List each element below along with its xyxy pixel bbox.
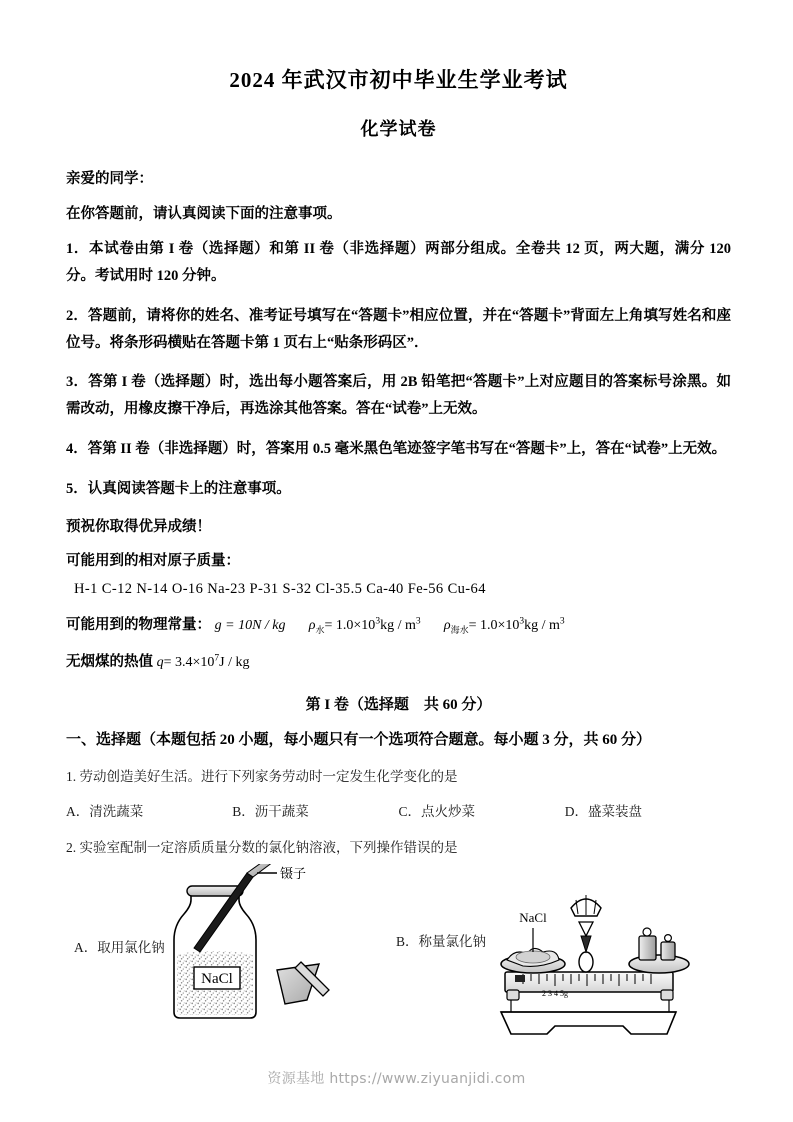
balance-beam bbox=[505, 972, 673, 992]
q-symbol: q bbox=[156, 655, 164, 671]
section-heading-choice: 一、选择题（本题包括 20 小题，每小题只有一个选项符合题意。每小题 3 分，共 60 分） bbox=[66, 732, 652, 749]
rho-water-value: = 1.0×10 bbox=[324, 617, 376, 633]
coal-heat-value-row bbox=[66, 650, 731, 671]
pan-label-nacl: NaCl bbox=[519, 910, 547, 926]
wish-text: 预祝你取得优异成绩！ bbox=[66, 518, 211, 535]
question-1-option-c[interactable]: C．点火炒菜 bbox=[398, 804, 476, 820]
rho-water-unit: kg / m bbox=[380, 617, 416, 633]
gravity-formula: g = 10N / kg bbox=[214, 617, 286, 633]
beam-rider bbox=[515, 975, 525, 982]
question-2-option-b-label[interactable]: B．称量氯化钠 bbox=[396, 934, 487, 950]
right-pan bbox=[629, 955, 689, 973]
atomic-mass-label: 可能用到的相对原子质量： bbox=[66, 552, 240, 569]
rho-seawater-value: = 1.0×10 bbox=[468, 617, 520, 633]
rho-water-exponent: 3 bbox=[375, 616, 381, 627]
footer-watermark: 资源基地 https://www.ziyuanjidi.com bbox=[267, 1071, 526, 1087]
rho-symbol-seawater: ρ bbox=[443, 617, 451, 633]
instruction-item-3: 3．答第 I 卷（选择题）时，选出每小题答案后，用 2B 铅笔把“答题卡”上对应题目的答案标号涂黑。如需改动，用橡皮擦干净后，再选涂其他答案。答在“试卷”上无效。 bbox=[66, 374, 731, 418]
rho-seawater-unit: kg / m bbox=[524, 617, 560, 633]
instruction-item-1: 1．本试卷由第 I 卷（选择题）和第 II 卷（非选择题）两部分组成。全卷共 12 页，两大题，满分 120 分。考试用时 120 分钟。 bbox=[66, 241, 731, 284]
funnel-icon bbox=[277, 962, 329, 1004]
instruction-item-5: 5．认真阅读答题卡上的注意事项。 bbox=[66, 480, 291, 497]
question-1-option-d[interactable]: D．盛菜装盘 bbox=[564, 804, 642, 820]
question-2-option-a-label[interactable]: A．取用氯化钠 bbox=[74, 940, 165, 956]
instruction-item-4: 4．答第 II 卷（非选择题）时，答案用 0.5 毫米黑色笔迹签字笔书写在“答题卡”上，答在“试卷”上无效。 bbox=[66, 441, 727, 458]
balance-pointer bbox=[581, 936, 591, 952]
rho-seawater-unit-exponent: 3 bbox=[559, 616, 565, 627]
balance-base bbox=[501, 1012, 676, 1034]
physical-constants-label: 可能用到的物理常量： bbox=[66, 616, 211, 633]
page-content bbox=[66, 0, 731, 1049]
question-2-figure-options bbox=[66, 864, 731, 1049]
beam-scale-labels: 2 3 4 5g bbox=[542, 989, 568, 999]
rho-seawater-exponent: 3 bbox=[519, 616, 525, 627]
bottle-label-text: NaCl bbox=[201, 971, 233, 988]
greeting-text: 亲爱的同学： bbox=[66, 171, 153, 188]
page-title: 2024 年武汉市初中毕业生学业考试 bbox=[229, 68, 568, 92]
q-exponent: 7 bbox=[214, 653, 220, 664]
page-subtitle: 化学试卷 bbox=[360, 119, 437, 140]
rho-subscript-seawater: 海水 bbox=[450, 624, 469, 635]
rho-subscript-water: 水 bbox=[315, 624, 325, 635]
q-unit: J / kg bbox=[219, 655, 250, 671]
tweezers-callout-label: 镊子 bbox=[280, 867, 307, 883]
nacl-powder-heap bbox=[516, 951, 550, 963]
pointer-housing bbox=[579, 952, 593, 972]
physical-constants-row bbox=[66, 613, 731, 636]
rho-water-unit-exponent: 3 bbox=[415, 616, 421, 627]
balance-scale-figure bbox=[471, 864, 706, 1044]
instruction-item-2: 2．答题前，请将你的姓名、准考证号填写在“答题卡”相应位置，并在“答题卡”背面左上角填写姓名和座位号。将条形码横贴在答题卡第 1 页右上“贴条形码区”． bbox=[66, 307, 731, 351]
coal-heat-label: 无烟煤的热值 bbox=[66, 654, 153, 671]
question-1-options bbox=[66, 800, 731, 820]
volume-one-title: 第 I 卷（选择题 共 60 分） bbox=[305, 697, 492, 714]
instructions-lead: 在你答题前，请认真阅读下面的注意事项。 bbox=[66, 206, 342, 223]
question-1-option-b[interactable]: B．沥干蔬菜 bbox=[232, 804, 309, 820]
seawater-density-formula bbox=[444, 618, 565, 633]
question-2-stem: 2. 实验室配制一定溶质质量分数的氯化钠溶液，下列操作错误的是 bbox=[66, 840, 458, 856]
q-value: = 3.4×10 bbox=[163, 655, 215, 671]
water-density-formula bbox=[309, 618, 421, 633]
pointer-top bbox=[579, 922, 593, 936]
question-1-stem: 1. 劳动创造美好生活。进行下列家务劳动时一定发生化学变化的是 bbox=[66, 769, 458, 785]
contents-surface bbox=[177, 951, 253, 961]
atomic-mass-values: H-1 C-12 N-14 O-16 Na-23 P-31 S-32 Cl-35.5 Ca-40 Fe-56 Cu-64 bbox=[74, 580, 486, 597]
leveling-screws bbox=[507, 990, 673, 1012]
coal-heat-formula bbox=[157, 655, 250, 670]
reagent-bottle-figure bbox=[161, 864, 376, 1044]
question-1-option-a[interactable]: A．清洗蔬菜 bbox=[66, 804, 144, 820]
rho-symbol-water: ρ bbox=[308, 617, 316, 633]
